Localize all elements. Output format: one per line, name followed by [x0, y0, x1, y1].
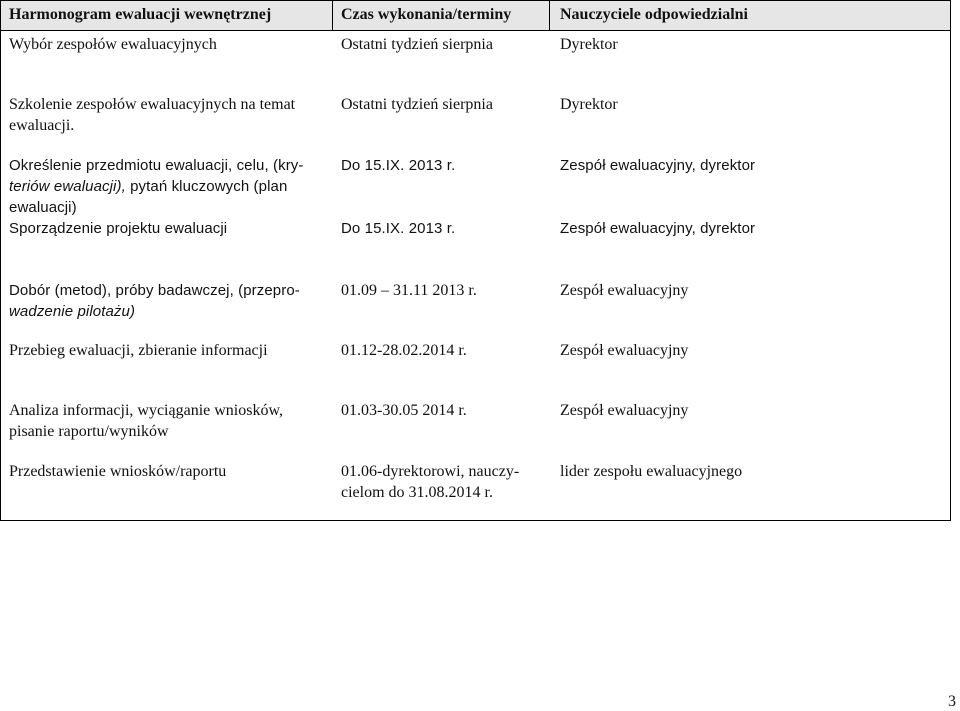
header-time: Czas wykonania/terminy [341, 6, 512, 23]
row-6-task: Przebieg ewaluacji, zbieranie informacji [9, 342, 268, 359]
header-divider-2 [549, 1, 550, 30]
header-schedule: Harmonogram ewaluacji wewnętrznej [9, 6, 272, 23]
row-4-owner: Zespół ewaluacyjny, dyrektor [560, 220, 756, 237]
row-2-time: Ostatni tydzień sierpnia [341, 96, 493, 113]
row-2-owner: Dyrektor [560, 96, 618, 113]
row-3-owner: Zespół ewaluacyjny, dyrektor [560, 157, 756, 174]
row-4-time: Do 15.IX. 2013 r. [341, 220, 456, 237]
row-5-task-line1: Dobór (metod), próby badawczej, (przepro- [9, 282, 300, 299]
row-3-task-line1: Określenie przedmiotu ewaluacji, celu, (kry- [9, 157, 304, 174]
row-5-time: 01.09 – 31.11 2013 r. [341, 282, 477, 299]
row-7-owner: Zespół ewaluacyjny [560, 402, 689, 419]
row-3-task-italic: teriów ewaluacji), [9, 178, 126, 195]
row-2-task-line1: Szkolenie zespołów ewaluacyjnych na temat [9, 96, 296, 113]
row-1-task: Wybór zespołów ewaluacyjnych [9, 36, 217, 53]
row-5-task-line2 [9, 301, 135, 322]
row-8-time-line1: 01.06-dyrektorowi, nauczy- [341, 463, 520, 480]
header-responsible: Nauczyciele odpowiedzialni [560, 6, 748, 23]
row-1-owner: Dyrektor [560, 36, 618, 53]
row-7-task-line1: Analiza informacji, wyciąganie wniosków, [9, 402, 283, 419]
row-3-task-line2 [9, 176, 287, 197]
row-6-time: 01.12-28.02.2014 r. [341, 342, 467, 359]
row-5-task-italic: wadzenie pilotażu) [9, 303, 136, 320]
row-7-task-line2: pisanie raportu/wyników [9, 423, 169, 440]
row-7-time: 01.03-30.05 2014 r. [341, 402, 467, 419]
row-3-task-line3: ewaluacji) [9, 199, 77, 216]
row-6-owner: Zespół ewaluacyjny [560, 342, 689, 359]
row-8-owner: lider zespołu ewaluacyjnego [560, 463, 743, 480]
row-1-time: Ostatni tydzień sierpnia [341, 36, 493, 53]
page-number: 3 [948, 693, 956, 710]
row-4-task: Sporządzenie projektu ewaluacji [9, 220, 228, 237]
row-2-task-line2: ewaluacji. [9, 117, 75, 134]
row-8-task: Przedstawienie wniosków/raportu [9, 463, 227, 480]
row-5-owner: Zespół ewaluacyjny [560, 282, 689, 299]
row-8-time-line2: cielom do 31.08.2014 r. [341, 484, 493, 501]
header-bottom-border [1, 30, 950, 31]
row-3-task-rest: pytań kluczowych (plan [125, 178, 288, 195]
row-3-time: Do 15.IX. 2013 r. [341, 157, 456, 174]
header-divider-1 [332, 1, 333, 30]
